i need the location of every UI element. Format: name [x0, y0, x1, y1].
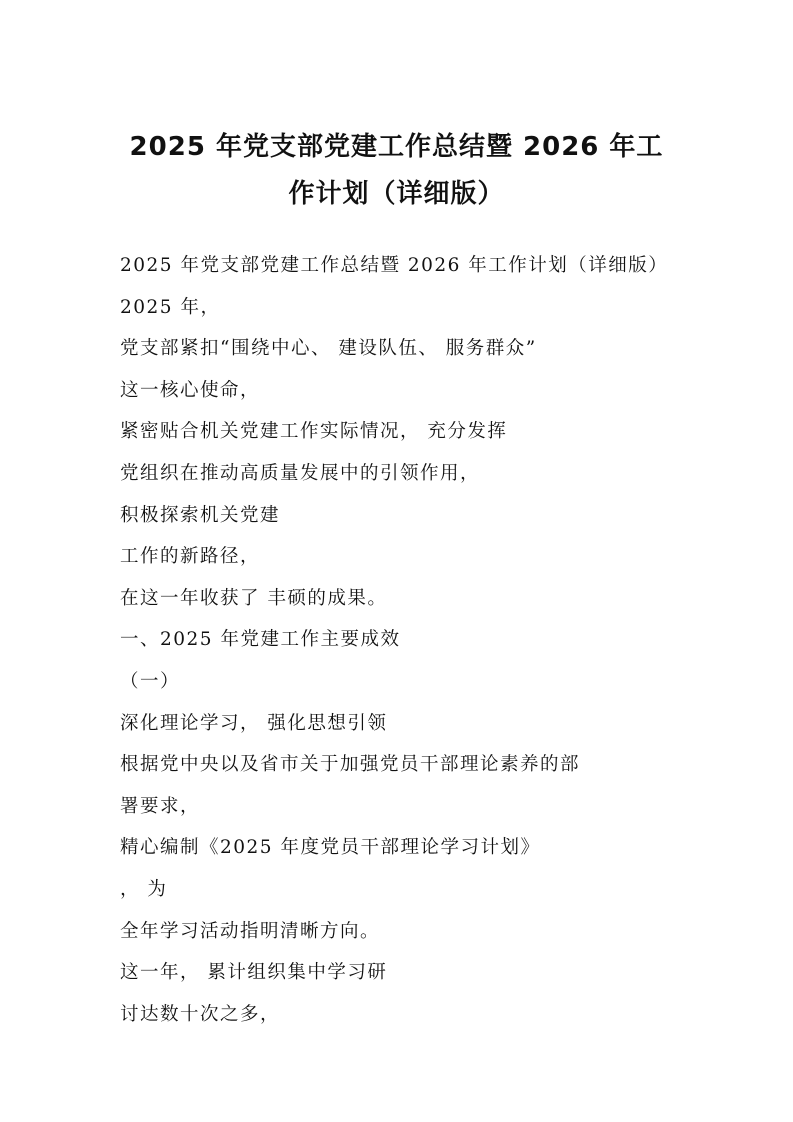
body-line: 精心编制《2025 年度党员干部理论学习计划》 [120, 837, 541, 859]
subsection-heading: 深化理论学习， 强化思想引领 [120, 712, 388, 734]
body-line: 2025 年党支部党建工作总结暨 2026 年工作计划（详细版） [120, 255, 669, 276]
body-line: 在这一年收获了 丰硕的成果。 [120, 587, 388, 609]
body-line: 2025 年， [120, 296, 221, 318]
body-line: 党组织在推动高质量发展中的引领作用， [120, 462, 481, 484]
body-line: 讨达数十次之多， [120, 1003, 281, 1025]
section-heading: 一、2025 年党建工作主要成效 [120, 629, 401, 651]
body-line: 根据党中央以及省市关于加强党员干部理论素养的部 [120, 754, 581, 776]
body-line: 紧密贴合机关党建工作实际情况， 充分发挥 [120, 421, 508, 443]
document-title-line-1: 2025 年党支部党建工作总结暨 2026 年工 [129, 132, 664, 162]
document-title-line-2: 作计划（详细版） [288, 179, 505, 209]
body-line: 积极探索机关党建 [120, 504, 281, 526]
document-body [120, 245, 720, 1035]
body-line: 这一年， 累计组织集中学习研 [120, 962, 388, 984]
body-line: 全年学习活动指明清晰方向。 [120, 920, 381, 942]
body-line: 工作的新路径， [120, 546, 261, 568]
subsection-number: （一） [120, 670, 181, 692]
body-line: 这一核心使命， [120, 379, 261, 401]
body-line: 署要求， [120, 795, 201, 817]
body-line: 党支部紧扣“围绕中心、 建设队伍、 服务群众” [120, 338, 537, 360]
body-line: ， 为 [120, 878, 168, 900]
